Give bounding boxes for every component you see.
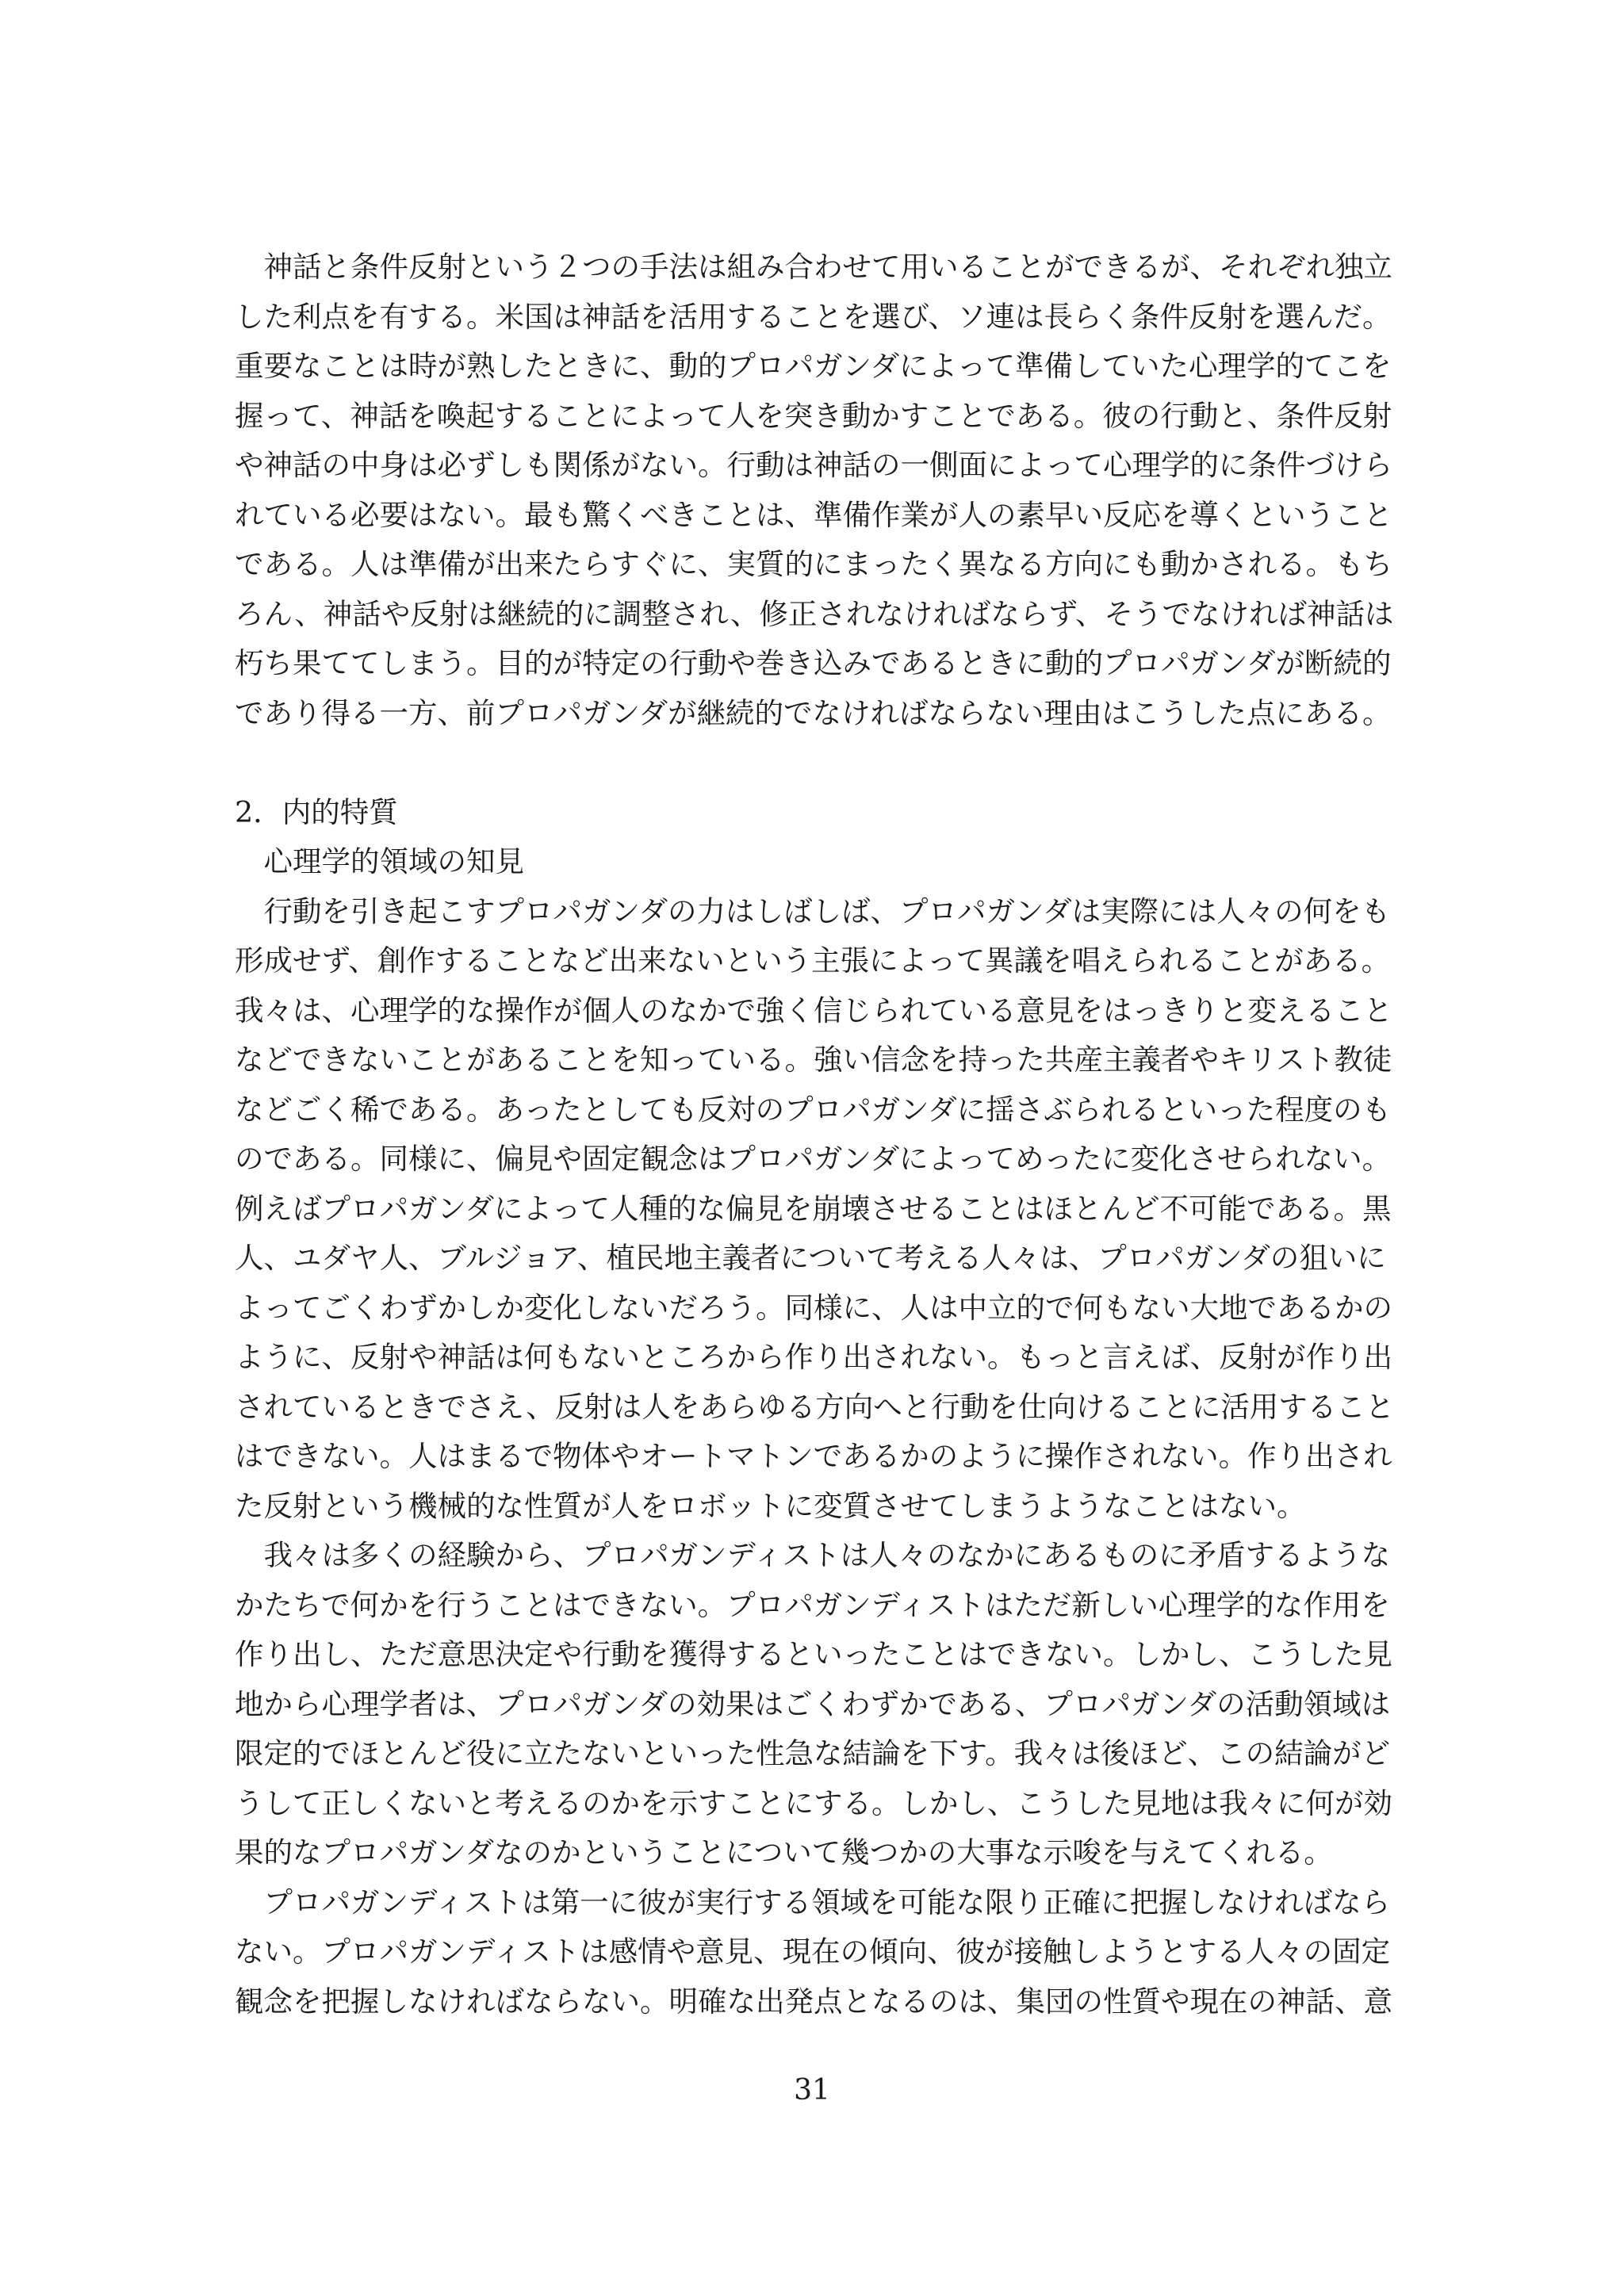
text-line: た反射という機械的な性質が人をロボットに変質させてしまうようなことはない。 [235, 1488, 1306, 1523]
text-line: プロパガンディストは第一に彼が実行する領域を可能な限り正確に把握しなければなら [235, 1885, 1391, 1919]
text-line: 我々は多くの経験から、プロパガンディストは人々のなかにあるものに矛盾するような [235, 1538, 1391, 1572]
text-line: ない。プロパガンディストは感情や意見、現在の傾向、彼が接触しようとする人々の固定 [235, 1934, 1391, 1969]
blank-line [235, 738, 1400, 787]
text-line: れている必要はない。最も驚くべきことは、準備作業が人の素早い反応を導くということ [235, 497, 1392, 532]
text-line: ように、反射や神話は何もないところから作り出されない。もっと言えば、反射が作り出 [235, 1340, 1392, 1374]
text-line: 我々は、心理学的な操作が個人のなかで強く信じられている意見をはっきりと変えること [235, 993, 1392, 1027]
text-line: 観念を把握しなければならない。明確な出発点となるのは、集団の性質や現在の神話、意 [235, 1984, 1392, 2019]
text-line: 神話と条件反射という２つの手法は組み合わせて用いることができるが、それぞれ独立 [235, 250, 1392, 284]
text-line: 地から心理学者は、プロパガンダの効果はごくわずかである、プロパガンダの活動領域は [235, 1686, 1391, 1721]
text-line: 握って、神話を喚起することによって人を突き動かすことである。彼の行動と、条件反射 [235, 398, 1392, 433]
text-line: などごく稀である。あったとしても反対のプロパガンダに揺さぶられるといった程度のも [235, 1092, 1392, 1127]
text-line: や神話の中身は必ずしも関係がない。行動は神話の一側面によって心理学的に条件づけら [235, 448, 1392, 482]
page-number: 31 [794, 2074, 830, 2107]
text-line: よってごくわずかしか変化しないだろう。同様に、人は中立的で何もない大地であるかの [235, 1290, 1392, 1325]
text-line: 限定的でほとんど役に立たないといった性急な結論を下す。我々は後ほど、この結論がど [235, 1736, 1391, 1770]
text-line: 果的なプロパガンダなのかということについて幾つかの大事な示唆を与えてくれる。 [235, 1835, 1333, 1869]
text-line: 2．内的特質 [235, 794, 398, 829]
text-line: 作り出し、ただ意思決定や行動を獲得するといったことはできない。しかし、こうした見 [235, 1637, 1392, 1671]
text-line: などできないことがあることを知っている。強い信念を持った共産主義者やキリスト教徒 [235, 1043, 1392, 1077]
text-line: うして正しくないと考えるのかを示すことにする。しかし、こうした見地は我々に何が効 [235, 1785, 1392, 1820]
text-line: 形成せず、創作することなど出来ないという主張によって異議を唱えられることがある。 [235, 943, 1391, 978]
text-line: 心理学的領域の知見 [235, 844, 524, 878]
text-line: 例えばプロパガンダによって人種的な偏見を崩壊させることはほとんど不可能である。黒 [235, 1191, 1392, 1226]
text-line: である。人は準備が出来たらすぐに、実質的にまったく異なる方向にも動かされる。もち [235, 547, 1392, 581]
text-line: かたちで何かを行うことはできない。プロパガンディストはただ新しい心理学的な作用を [235, 1587, 1390, 1622]
text-line: のである。同様に、偏見や固定観念はプロパガンダによってめったに変化させられない。 [235, 1142, 1392, 1176]
text-line: 行動を引き起こすプロパガンダの力はしばしば、プロパガンダは実際には人々の何をも [235, 894, 1391, 928]
text-line: 人、ユダヤ人、ブルジョア、植民地主義者について考える人々は、プロパガンダの狙いに [235, 1241, 1386, 1275]
text-line: はできない。人はまるで物体やオートマトンであるかのように操作されない。作り出され [235, 1439, 1392, 1473]
text-line: 重要なことは時が熟したときに、動的プロパガンダによって準備していた心理学的てこを [235, 349, 1392, 383]
text-line: されているときでさえ、反射は人をあらゆる方向へと行動を仕向けることに活用すること [235, 1389, 1395, 1424]
text-line: 朽ち果ててしまう。目的が特定の行動や巻き込みであるときに動的プロパガンダが断続的 [235, 646, 1392, 680]
text-line: であり得る一方、前プロパガンダが継続的でなければならない理由はこうした点にある。 [235, 695, 1392, 730]
text-line: ろん、神話や反射は継続的に調整され、修正されなければならず、そうでなければ神話は [235, 596, 1394, 631]
text-line: した利点を有する。米国は神話を活用することを選び、ソ連は長らく条件反射を選んだ。 [235, 299, 1392, 334]
